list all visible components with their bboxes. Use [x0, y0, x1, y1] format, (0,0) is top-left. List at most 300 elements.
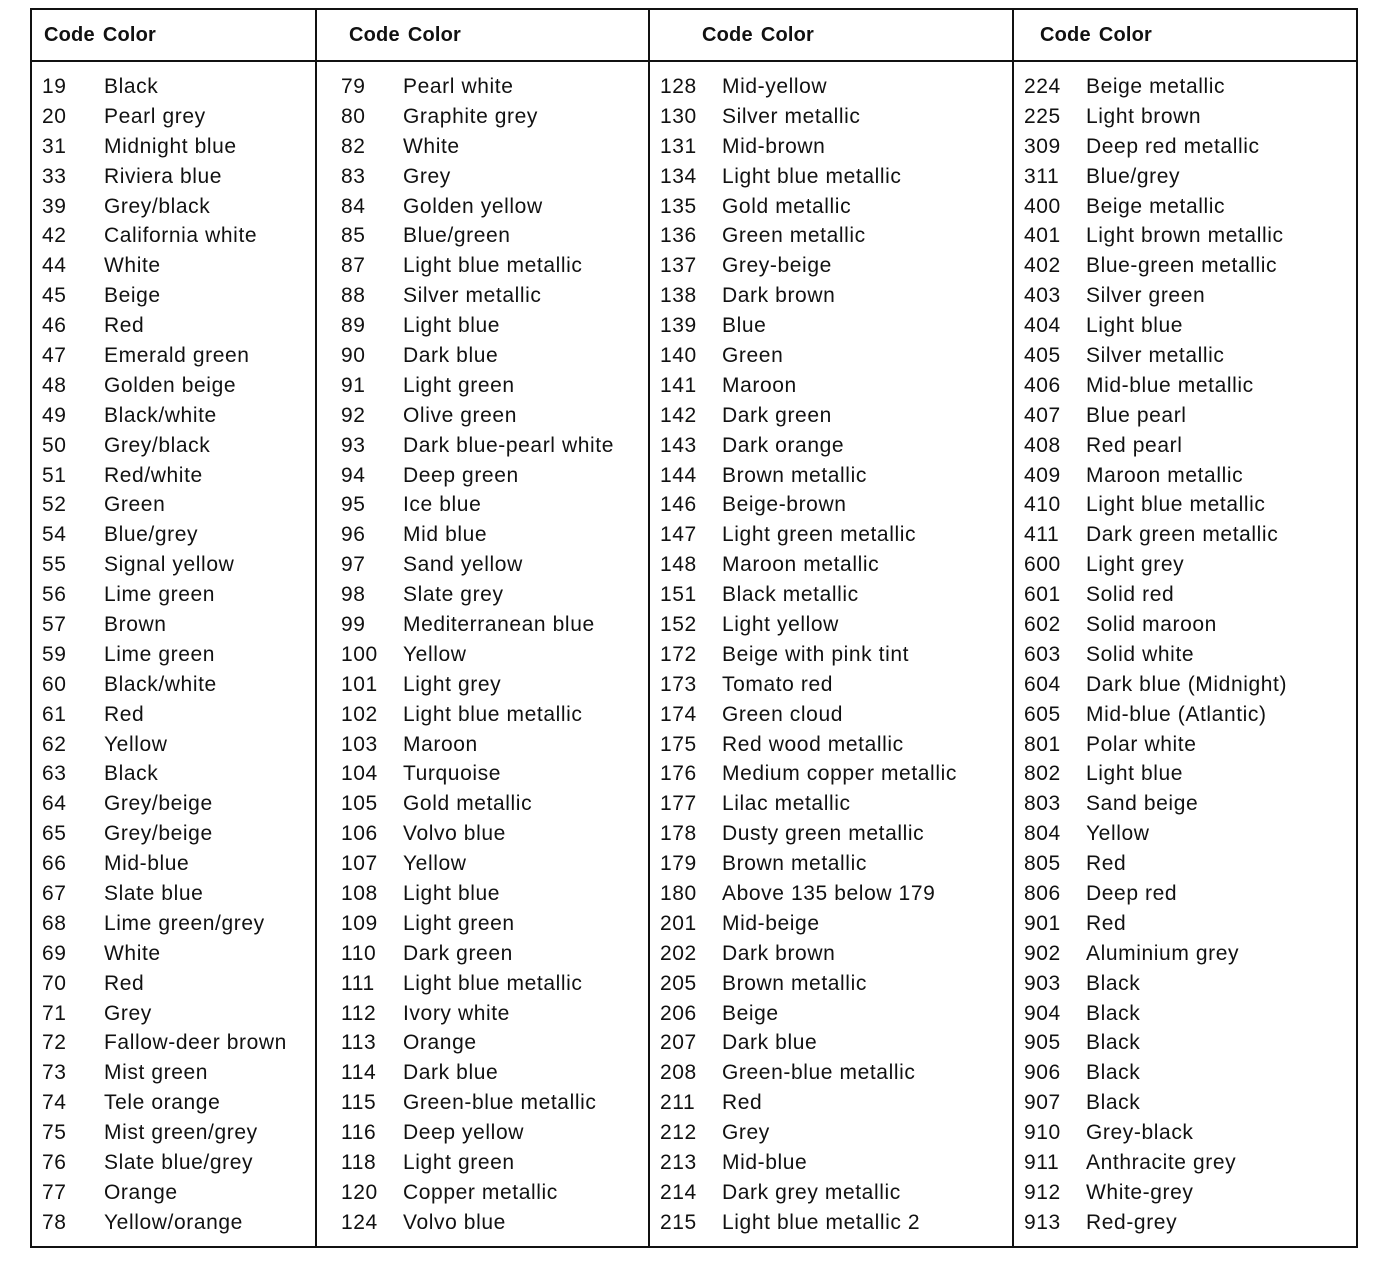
color-code: 87 — [341, 254, 366, 278]
table-row — [1014, 251, 1356, 281]
color-code: 48 — [42, 373, 67, 397]
color-name: Blue — [722, 314, 767, 338]
color-code: 136 — [660, 224, 697, 248]
color-code: 224 — [1024, 74, 1061, 98]
color-name: Black — [104, 762, 159, 786]
color-name: Beige metallic — [1086, 74, 1226, 98]
table-row — [32, 72, 315, 102]
color-code: 801 — [1024, 732, 1061, 756]
color-name: Fallow-deer brown — [104, 1031, 287, 1055]
color-name: Yellow — [403, 642, 467, 666]
color-code: 80 — [341, 104, 366, 128]
color-name: Grey — [722, 1121, 770, 1145]
color-code: 604 — [1024, 672, 1061, 696]
table-row — [1014, 1029, 1356, 1059]
color-code: 54 — [42, 523, 67, 547]
color-code: 905 — [1024, 1031, 1061, 1055]
table-row — [331, 999, 648, 1029]
table-row — [650, 132, 1012, 162]
color-name: Sand yellow — [403, 553, 523, 577]
color-name: Red-grey — [1086, 1210, 1178, 1234]
color-name: Slate grey — [403, 583, 504, 607]
header-code: Code — [349, 23, 400, 46]
color-name: Black — [104, 74, 159, 98]
color-name: Dark orange — [722, 433, 845, 457]
color-code: 205 — [660, 971, 697, 995]
color-name: Red wood metallic — [722, 732, 904, 756]
table-row — [650, 1058, 1012, 1088]
color-code: 96 — [341, 523, 366, 547]
color-name: Blue/green — [403, 224, 511, 248]
table-row — [650, 431, 1012, 461]
color-name: Golden beige — [104, 373, 237, 397]
color-code: 208 — [660, 1061, 697, 1085]
color-name: Blue-green metallic — [1086, 254, 1278, 278]
color-code: 47 — [42, 343, 67, 367]
color-code: 904 — [1024, 1001, 1061, 1025]
color-code: 135 — [660, 194, 697, 218]
color-name: Dark grey metallic — [722, 1180, 901, 1204]
color-name: Red — [104, 702, 145, 726]
color-code: 109 — [341, 911, 378, 935]
color-code: 97 — [341, 553, 366, 577]
color-code: 404 — [1024, 314, 1061, 338]
color-name: Dark green — [722, 403, 832, 427]
table-row — [331, 939, 648, 969]
color-code: 50 — [42, 433, 67, 457]
color-name: Light brown metallic — [1086, 224, 1284, 248]
color-code: 214 — [660, 1180, 697, 1204]
table-row — [650, 580, 1012, 610]
table-row — [650, 640, 1012, 670]
table-row — [1014, 1058, 1356, 1088]
color-code: 138 — [660, 284, 697, 308]
color-name: Lime green — [104, 583, 216, 607]
color-code: 139 — [660, 314, 697, 338]
table-row — [32, 670, 315, 700]
table-row — [650, 789, 1012, 819]
color-name: Black/white — [104, 403, 217, 427]
column-rows — [1014, 62, 1356, 1238]
color-name: Grey/black — [104, 433, 211, 457]
table-column-4 — [1014, 10, 1356, 1246]
color-name: Silver metallic — [403, 284, 542, 308]
color-name: Maroon — [722, 373, 797, 397]
color-code: 211 — [660, 1091, 696, 1115]
color-name: Yellow — [104, 732, 168, 756]
table-row — [331, 1118, 648, 1148]
color-code: 99 — [341, 612, 366, 636]
color-name: Light green — [403, 911, 515, 935]
color-name: Light brown — [1086, 104, 1202, 128]
color-code: 69 — [42, 941, 67, 965]
color-code: 403 — [1024, 284, 1061, 308]
table-row — [331, 162, 648, 192]
color-code: 120 — [341, 1180, 378, 1204]
color-name: Brown — [104, 612, 167, 636]
table-row — [1014, 192, 1356, 222]
table-row — [331, 849, 648, 879]
color-name: Maroon metallic — [722, 553, 880, 577]
table-row — [650, 251, 1012, 281]
color-name: Light green — [403, 373, 515, 397]
color-code: 88 — [341, 284, 366, 308]
color-code: 51 — [42, 463, 67, 487]
table-row — [331, 371, 648, 401]
table-row — [1014, 759, 1356, 789]
table-row — [650, 610, 1012, 640]
table-row — [32, 819, 315, 849]
color-name: Light blue — [403, 881, 501, 905]
color-code: 105 — [341, 792, 378, 816]
table-row — [32, 251, 315, 281]
color-name: Brown metallic — [722, 852, 867, 876]
color-name: Orange — [104, 1180, 178, 1204]
color-name: Silver metallic — [1086, 343, 1225, 367]
color-code: 603 — [1024, 642, 1061, 666]
color-code: 903 — [1024, 971, 1061, 995]
color-name: Brown metallic — [722, 463, 867, 487]
header-code: Code — [1040, 23, 1091, 46]
color-name: Solid maroon — [1086, 612, 1217, 636]
color-name: Mid-blue (Atlantic) — [1086, 702, 1267, 726]
color-name: Red pearl — [1086, 433, 1183, 457]
color-code: 19 — [42, 74, 67, 98]
color-code: 605 — [1024, 702, 1061, 726]
color-name: Lime green/grey — [104, 911, 265, 935]
color-code: 91 — [341, 373, 366, 397]
color-name: Emerald green — [104, 343, 250, 367]
table-row — [32, 879, 315, 909]
table-row — [650, 1148, 1012, 1178]
table-row — [32, 939, 315, 969]
color-name: Blue pearl — [1086, 403, 1187, 427]
table-row — [650, 849, 1012, 879]
table-row — [331, 730, 648, 760]
color-name: Polar white — [1086, 732, 1197, 756]
column-rows — [317, 62, 648, 1238]
color-code: 911 — [1024, 1151, 1060, 1174]
table-row — [32, 580, 315, 610]
color-code: 803 — [1024, 792, 1061, 816]
table-row — [650, 1088, 1012, 1118]
table-row — [1014, 640, 1356, 670]
color-code: 116 — [341, 1121, 377, 1145]
table-row — [650, 1178, 1012, 1208]
color-name: Deep green — [403, 463, 519, 487]
color-name: Light blue — [1086, 762, 1184, 786]
color-code: 173 — [660, 672, 697, 696]
color-name: Brown metallic — [722, 971, 867, 995]
color-code: 77 — [42, 1180, 67, 1204]
table-row — [650, 939, 1012, 969]
table-row — [1014, 102, 1356, 132]
column-header — [1014, 10, 1356, 62]
table-column-1 — [32, 10, 317, 1246]
color-code: 67 — [42, 881, 67, 905]
color-name: Green — [104, 493, 166, 517]
color-code: 78 — [42, 1210, 67, 1234]
table-row — [1014, 1118, 1356, 1148]
table-row — [331, 1208, 648, 1238]
table-row — [32, 1029, 315, 1059]
color-code: 311 — [1024, 164, 1060, 188]
color-code: 64 — [42, 792, 67, 816]
color-code: 128 — [660, 74, 697, 98]
color-code: 89 — [341, 314, 366, 338]
color-code: 90 — [341, 343, 366, 367]
table-row — [1014, 610, 1356, 640]
table-row — [1014, 580, 1356, 610]
table-row — [331, 281, 648, 311]
color-name: Pearl grey — [104, 104, 206, 128]
header-code: Code — [44, 23, 95, 46]
color-name: Tomato red — [722, 672, 834, 696]
color-name: Green cloud — [722, 702, 844, 726]
color-name: Volvo blue — [403, 822, 506, 846]
table-row — [32, 1178, 315, 1208]
table-row — [1014, 789, 1356, 819]
table-row — [32, 849, 315, 879]
table-row — [650, 311, 1012, 341]
table-row — [331, 192, 648, 222]
color-code: 76 — [42, 1151, 67, 1174]
color-code: 400 — [1024, 194, 1061, 218]
table-row — [331, 759, 648, 789]
color-code: 102 — [341, 702, 378, 726]
color-name: Mist green — [104, 1061, 209, 1085]
color-name: Silver metallic — [722, 104, 861, 128]
table-row — [1014, 1208, 1356, 1238]
table-row — [650, 72, 1012, 102]
color-name: Solid red — [1086, 583, 1175, 607]
color-name: Volvo blue — [403, 1210, 506, 1234]
table-row — [32, 789, 315, 819]
table-row — [32, 102, 315, 132]
color-name: Dark blue (Midnight) — [1086, 672, 1288, 696]
color-code: 601 — [1024, 583, 1061, 607]
table-row — [32, 969, 315, 999]
color-name: Green-blue metallic — [403, 1091, 597, 1115]
table-row — [650, 102, 1012, 132]
table-row — [650, 192, 1012, 222]
color-name: Black — [1086, 971, 1141, 995]
table-row — [331, 490, 648, 520]
color-code: 910 — [1024, 1121, 1061, 1145]
table-row — [331, 819, 648, 849]
color-name: Light blue metallic — [722, 164, 902, 188]
color-code-table — [30, 8, 1358, 1248]
table-row — [32, 192, 315, 222]
table-row — [32, 281, 315, 311]
color-code: 406 — [1024, 373, 1061, 397]
table-row — [32, 162, 315, 192]
color-code: 130 — [660, 104, 697, 128]
color-code: 401 — [1024, 224, 1061, 248]
table-row — [331, 1058, 648, 1088]
color-code: 115 — [341, 1091, 377, 1115]
color-code: 45 — [42, 284, 67, 308]
color-code: 83 — [341, 164, 366, 188]
table-row — [1014, 341, 1356, 371]
color-code: 802 — [1024, 762, 1061, 786]
table-row — [650, 670, 1012, 700]
table-row — [1014, 520, 1356, 550]
color-code: 201 — [660, 911, 697, 935]
color-code: 52 — [42, 493, 67, 517]
color-code: 63 — [42, 762, 67, 786]
color-name: Black — [1086, 1061, 1141, 1085]
table-row — [331, 1148, 648, 1178]
table-row — [32, 1148, 315, 1178]
color-code: 104 — [341, 762, 378, 786]
table-row — [331, 640, 648, 670]
table-column-3 — [650, 10, 1014, 1246]
table-row — [650, 401, 1012, 431]
table-row — [1014, 72, 1356, 102]
table-row — [32, 1058, 315, 1088]
table-row — [1014, 1088, 1356, 1118]
color-name: Light yellow — [722, 612, 839, 636]
table-row — [1014, 819, 1356, 849]
color-name: Light blue — [403, 314, 501, 338]
color-name: Maroon — [403, 732, 478, 756]
table-row — [32, 1208, 315, 1238]
color-code: 98 — [341, 583, 366, 607]
color-code: 101 — [341, 672, 378, 696]
table-row — [1014, 461, 1356, 491]
color-code: 42 — [42, 224, 67, 248]
color-name: Turquoise — [403, 762, 502, 786]
table-row — [1014, 221, 1356, 251]
color-name: White — [403, 134, 460, 158]
color-code: 70 — [42, 971, 67, 995]
color-name: Slate blue — [104, 881, 204, 905]
table-row — [650, 490, 1012, 520]
color-code: 75 — [42, 1121, 67, 1145]
table-row — [1014, 1148, 1356, 1178]
color-name: Light blue metallic — [1086, 493, 1266, 517]
color-code: 405 — [1024, 343, 1061, 367]
color-name: Olive green — [403, 403, 517, 427]
color-name: Ice blue — [403, 493, 482, 517]
color-code: 409 — [1024, 463, 1061, 487]
table-row — [32, 311, 315, 341]
table-row — [650, 461, 1012, 491]
table-row — [1014, 371, 1356, 401]
color-code: 79 — [341, 74, 366, 98]
table-row — [650, 341, 1012, 371]
color-code: 113 — [341, 1031, 377, 1055]
table-row — [32, 221, 315, 251]
color-name: Light grey — [1086, 553, 1185, 577]
color-name: White — [104, 941, 161, 965]
color-name: Yellow — [403, 852, 467, 876]
table-row — [1014, 849, 1356, 879]
color-name: Grey-black — [1086, 1121, 1194, 1145]
color-code: 411 — [1024, 523, 1060, 547]
table-row — [1014, 700, 1356, 730]
table-row — [331, 461, 648, 491]
color-name: Black metallic — [722, 583, 859, 607]
table-row — [331, 969, 648, 999]
color-name: Black/white — [104, 672, 217, 696]
color-code: 402 — [1024, 254, 1061, 278]
color-code: 407 — [1024, 403, 1061, 427]
column-header — [650, 10, 1012, 62]
table-row — [331, 431, 648, 461]
color-name: Sand beige — [1086, 792, 1199, 816]
table-row — [32, 461, 315, 491]
table-row — [1014, 879, 1356, 909]
color-code: 33 — [42, 164, 67, 188]
column-rows — [32, 62, 315, 1238]
color-name: Ivory white — [403, 1001, 510, 1025]
color-name: Mid-blue — [722, 1151, 808, 1174]
table-row — [331, 102, 648, 132]
table-row — [650, 909, 1012, 939]
color-name: Light blue metallic — [403, 702, 583, 726]
table-row — [331, 550, 648, 580]
color-name: Tele orange — [104, 1091, 221, 1115]
color-code: 39 — [42, 194, 67, 218]
table-row — [1014, 490, 1356, 520]
table-row — [331, 132, 648, 162]
color-name: Red — [104, 314, 145, 338]
table-row — [650, 819, 1012, 849]
color-name: Solid white — [1086, 642, 1195, 666]
color-name: Red — [104, 971, 145, 995]
header-code: Code — [702, 23, 753, 46]
color-code: 206 — [660, 1001, 697, 1025]
table-row — [32, 1088, 315, 1118]
table-row — [1014, 969, 1356, 999]
color-name: Orange — [403, 1031, 477, 1055]
color-name: Mid-blue — [104, 852, 190, 876]
color-code: 902 — [1024, 941, 1061, 965]
table-row — [32, 730, 315, 760]
color-code: 92 — [341, 403, 366, 427]
table-row — [1014, 670, 1356, 700]
color-code: 180 — [660, 881, 697, 905]
table-row — [650, 1118, 1012, 1148]
color-code: 144 — [660, 463, 697, 487]
color-name: Grey-beige — [722, 254, 832, 278]
color-code: 225 — [1024, 104, 1061, 128]
color-code: 212 — [660, 1121, 697, 1145]
table-row — [331, 341, 648, 371]
color-name: Yellow — [1086, 822, 1150, 846]
color-code: 141 — [660, 373, 697, 397]
color-name: Dark green metallic — [1086, 523, 1279, 547]
color-code: 111 — [341, 971, 375, 995]
color-name: Grey — [403, 164, 451, 188]
color-code: 410 — [1024, 493, 1061, 517]
table-row — [650, 759, 1012, 789]
color-name: Dark brown — [722, 941, 836, 965]
color-code: 93 — [341, 433, 366, 457]
color-code: 137 — [660, 254, 697, 278]
color-name: Above 135 below 179 — [722, 881, 936, 905]
color-name: Medium copper metallic — [722, 762, 957, 786]
color-code: 65 — [42, 822, 67, 846]
color-code: 61 — [42, 702, 67, 726]
table-row — [650, 221, 1012, 251]
color-code: 600 — [1024, 553, 1061, 577]
color-code: 408 — [1024, 433, 1061, 457]
color-code: 85 — [341, 224, 366, 248]
column-header — [32, 10, 315, 62]
